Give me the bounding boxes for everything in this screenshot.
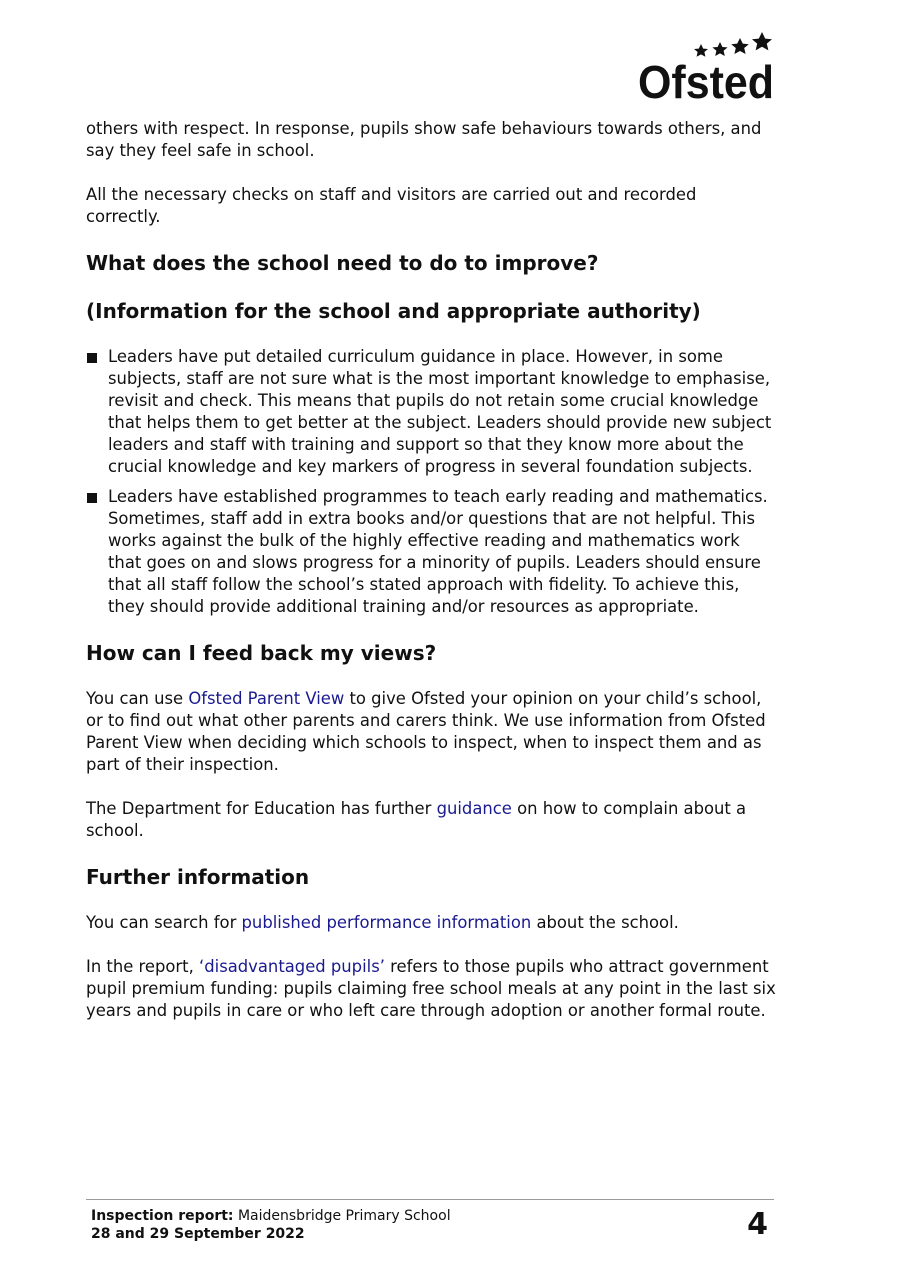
- disadvantaged-pupils-link[interactable]: ‘disadvantaged pupils’: [199, 957, 385, 976]
- feedback-paragraph-1: [86, 688, 776, 776]
- footer-date: 28 and 29 September 2022: [91, 1226, 305, 1242]
- text-segment: In the report,: [86, 957, 200, 976]
- page-footer: [91, 1207, 774, 1243]
- bullet-text: Leaders have put detailed curriculum guidance in place. However, in some subjects, staff are not sure what is the most important knowledge to emphasise, revisit and check. This means that pupils do not retain some crucial knowledge that helps them to get better at the subject. Leaders should provide new subject leaders and staff with training and support so that they know more about the crucial knowledge and key markers of progress in several foundation subjects.: [108, 347, 772, 476]
- improve-bullet-list: [86, 346, 776, 618]
- list-item: [86, 486, 776, 618]
- footer-divider: [86, 1199, 774, 1200]
- bullet-square-icon: [87, 493, 97, 503]
- footer-label: Inspection report:: [91, 1208, 234, 1224]
- published-performance-information-link[interactable]: published performance information: [241, 913, 532, 932]
- improve-heading: What does the school need to do to improve?: [86, 251, 599, 275]
- further-paragraph-2: [86, 956, 776, 1022]
- text-segment: refers to those pupils who attract government pupil premium funding: pupils claiming free school meals at any point in the last six years and pupils in care or who left care through adoption or another formal route.: [86, 957, 776, 1020]
- text-segment: The Department for Education has further: [86, 799, 437, 818]
- bullet-square-icon: [87, 353, 97, 363]
- bullet-text: Leaders have established programmes to teach early reading and mathematics. Sometimes, staff add in extra books and/or questions that are not helpful. This works against the bulk of the highly effective reading and mathematics work that goes on and slows progress for a minority of pupils. Leaders should ensure that all staff follow the school’s stated approach with fidelity. To achieve this, they should provide additional training and/or resources as appropriate.: [108, 487, 768, 616]
- page-number: 4: [747, 1207, 768, 1242]
- text-segment: to give Ofsted your opinion on your child’s school, or to find out what other parents and carers think. We use information from Ofsted Parent View when deciding which schools to inspect, when to inspect them and as part of their inspection.: [86, 689, 766, 774]
- list-item: [86, 346, 776, 478]
- feedback-paragraph-2: [86, 798, 776, 842]
- footer-report-line: [91, 1207, 774, 1225]
- text-segment: You can search for: [86, 913, 242, 932]
- ofsted-logo: [638, 30, 776, 102]
- improve-subheading: (Information for the school and appropriate authority): [86, 299, 701, 323]
- guidance-link[interactable]: guidance: [436, 799, 512, 818]
- text-segment: You can use: [86, 689, 189, 708]
- footer-school-name: Maidensbridge Primary School: [233, 1208, 451, 1224]
- logo-wordmark: Ofsted: [638, 56, 774, 102]
- ofsted-parent-view-link[interactable]: Ofsted Parent View: [188, 689, 345, 708]
- text-segment: about the school.: [531, 913, 679, 932]
- further-paragraph-1: [86, 912, 776, 934]
- intro-paragraph-1: others with respect. In response, pupils show safe behaviours towards others, and say they feel safe in school.: [86, 119, 762, 160]
- further-information-heading: Further information: [86, 865, 310, 889]
- page-content: [86, 118, 776, 1044]
- text-segment: on how to complain about a school.: [86, 799, 747, 840]
- feedback-heading: How can I feed back my views?: [86, 641, 437, 665]
- intro-paragraph-2: All the necessary checks on staff and visitors are carried out and recorded correctly.: [86, 185, 697, 226]
- star-icon: [694, 32, 772, 57]
